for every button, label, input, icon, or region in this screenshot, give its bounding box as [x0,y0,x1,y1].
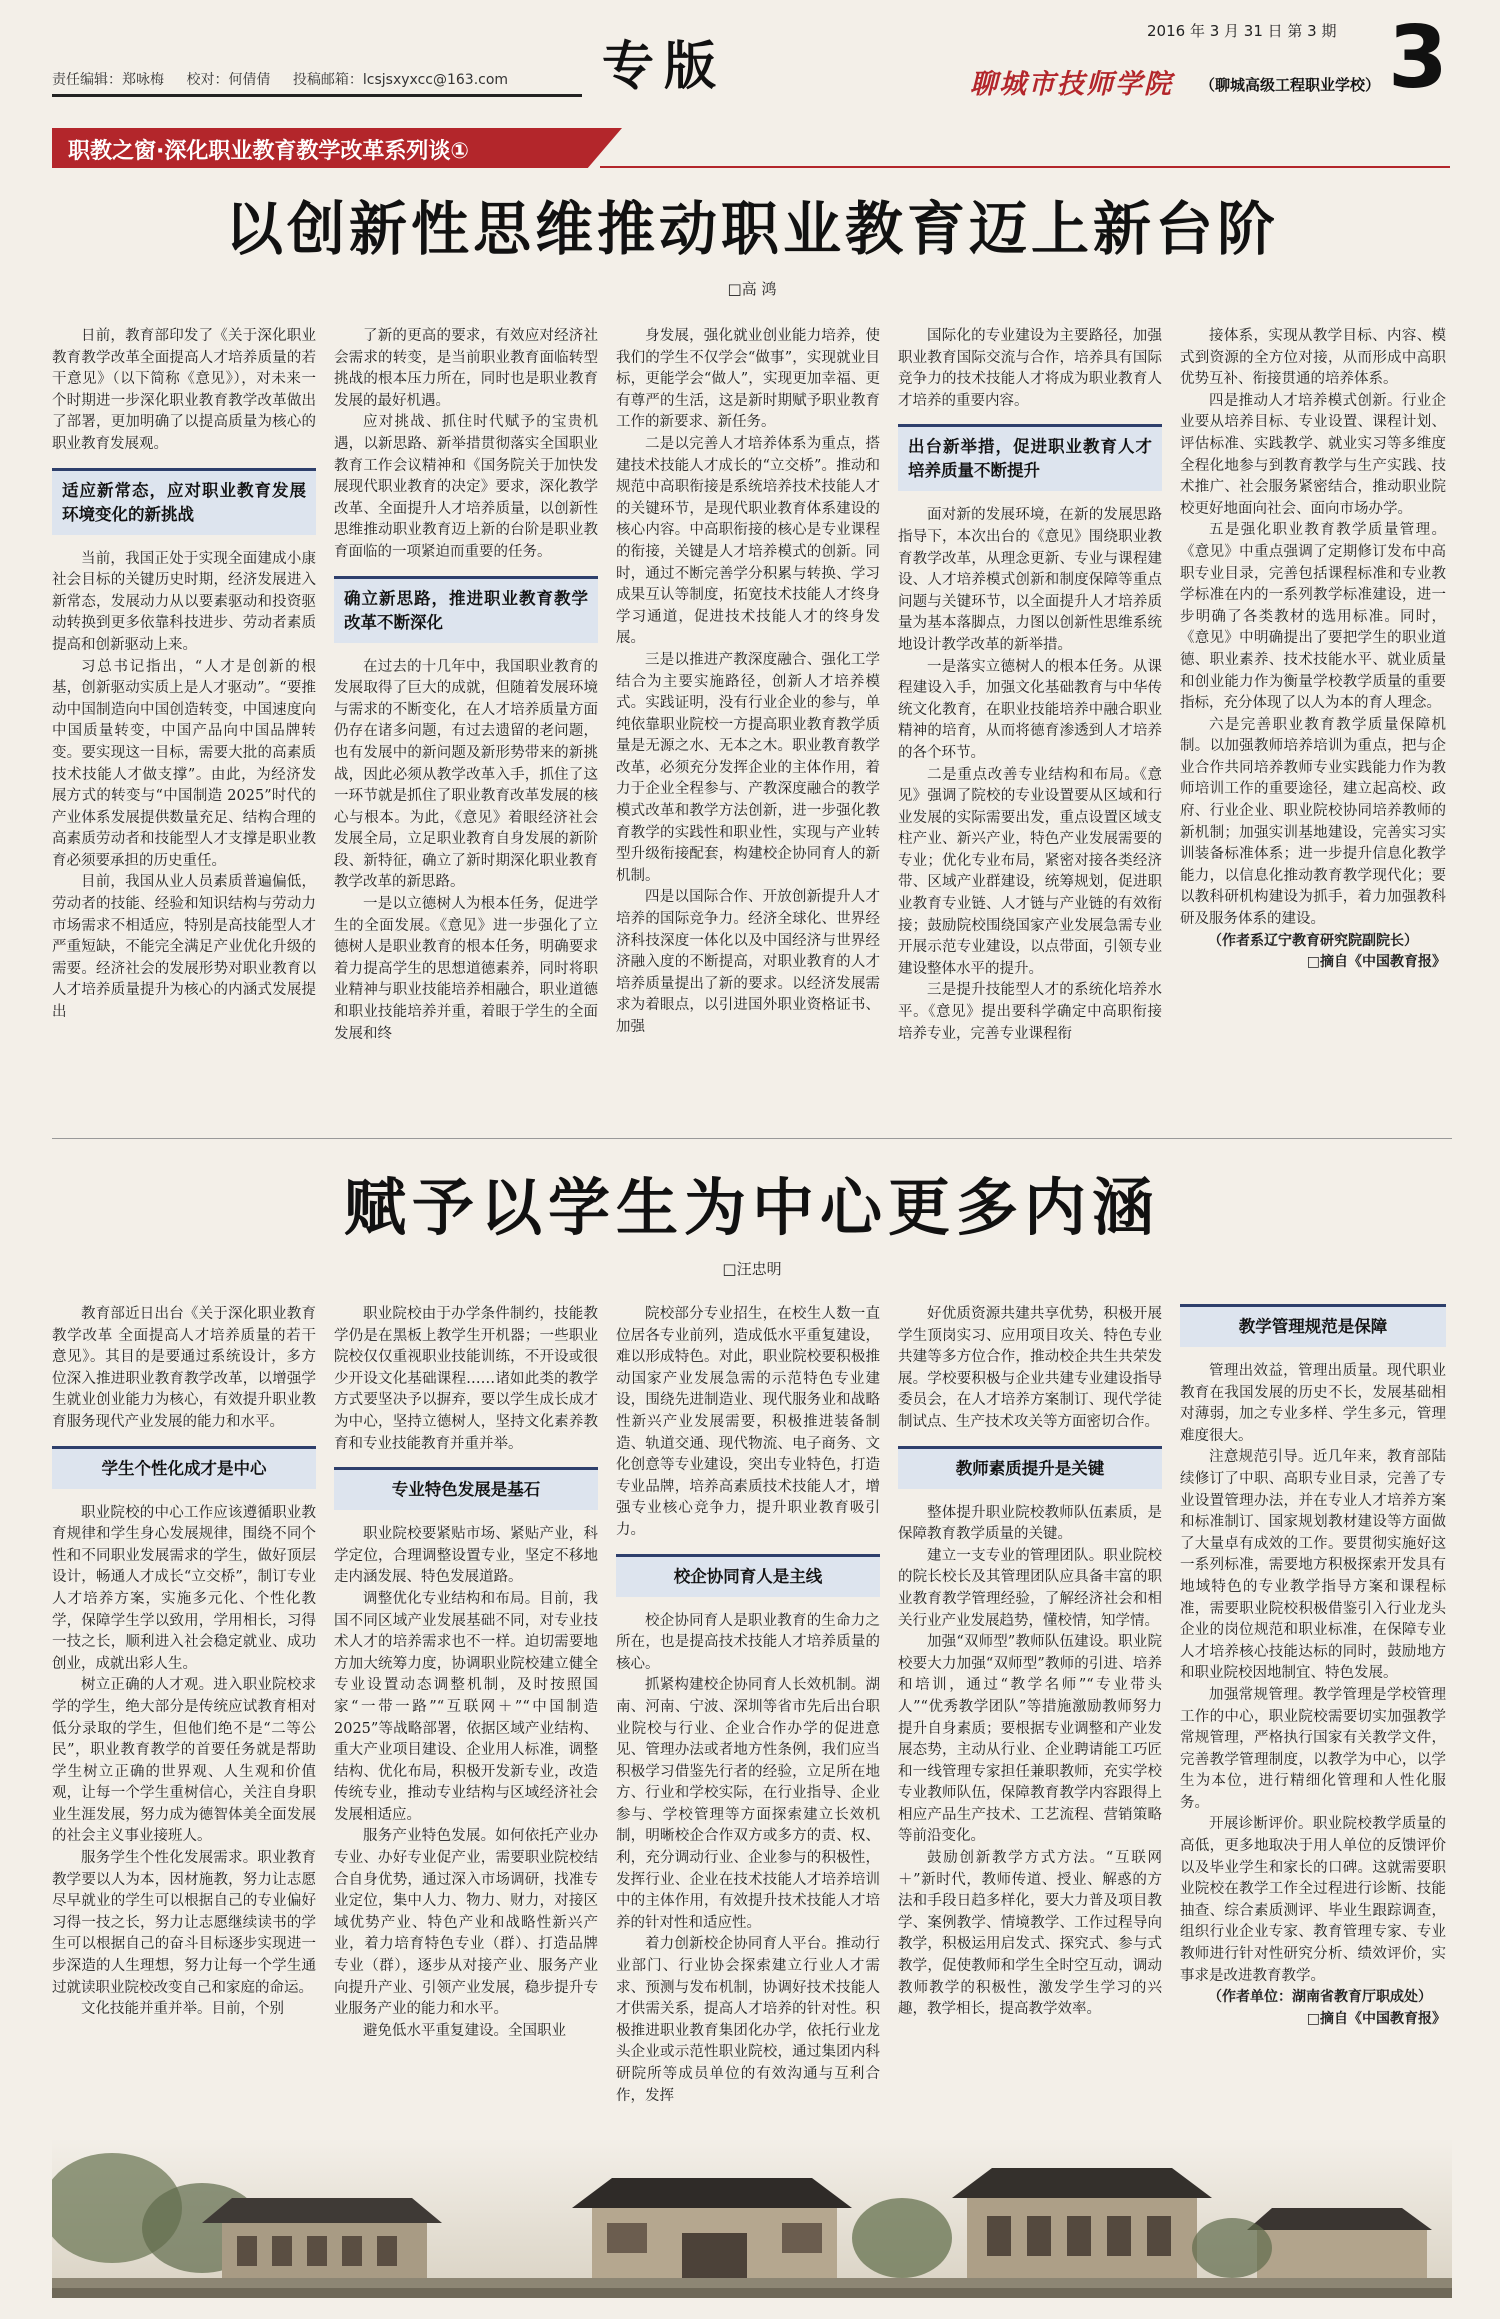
article1-headline: 以创新性思维推动职业教育迈上新台阶 [224,195,1279,263]
article2-headline: 赋予以学生为中心更多内涵 [343,1171,1160,1244]
article1-column-3 [616,326,880,1126]
series-banner-text: 职教之窗·深化职业教育教学改革系列谈① [68,139,469,164]
banner-rule [600,166,1450,168]
paragraph: 加强“双师型”教师队伍建设。职业院校要大力加强“双师型”教师的引进、培养和培训，通过“教学名师”“专业带头人”“优秀教学团队”等措施激励教师努力提升自身素质；要根据专业调整和产业发展态势，主动从行业、企业聘请能工巧匠和一线管理专家担任兼职教师，充实学校专业教师队伍，保障教育教学内容跟得上相应产品生产技术、工艺流程、营销策略等前沿变化。 [898,1634,1162,1845]
paragraph: 三是以推进产教深度融合、强化工学结合为主要实施路径，创新人才培养模式。实践证明，没有行业企业的参与，单纯依靠职业院校一方提高职业教育教学质量是无源之水、无本之木。职业教育教学改革，必须充分发挥企业的主体作用，着力于企业全程参与、产教深度融合的教学模式改革和教学方法创新，进一步强化教育教学的实践性和职业性，实现与产业转型升级衔接配套，构建校企协同育人的新机制。 [616,651,880,884]
school-logo: 聊城市技师学院 [970,69,1173,100]
article2-column-2 [334,1304,598,2134]
paragraph: 三是提升技能型人才的系统化培养水平。《意见》提出要科学确定中高职衔接培养专业，完善专业课程衔 [898,982,1162,1042]
paragraph: 四是以国际合作、开放创新提升人才培养的国际竞争力。经济全球化、世界经济科技深度一体化以及中国经济与世界经济融入度的不断提高，对职业教育的人才培养质量提出了新的要求。以经济发展需求为着眼点，以引进国外职业资格证书、加强 [616,889,880,1035]
paragraph: 鼓励创新教学方式方法。“互联网＋”新时代，教师传道、授业、解惑的方法和手段日趋多样化，要大力普及项目教学、案例教学、情境教学、工作过程导向教学，积极运用启发式、探究式、参与式教学，促使教师和学生全时空互动，调动教师教学的积极性，激发学生学习的兴趣，教学相长，提高教学效率。 [898,1850,1162,2018]
article1-byline: □高 鸿 [727,280,777,298]
paragraph: 服务产业特色发展。如何依托产业办专业、办好专业促产业，需要职业院校结合自身优势，通过深入市场调研，找准专业定位，集中人力、物力、财力，对接区域优势产业、特色产业和战略性新兴产业，着力培育特色专业（群）、打造品牌专业（群），逐步从对接产业、服务产业向提升产业、引领产业发展，稳步提升专业服务产业的能力和水平。 [334,1828,598,2018]
paragraph: 身发展，强化就业创业能力培养，使我们的学生不仅学会“做事”，实现就业目标，更能学会“做人”，实现更加幸福、更有尊严的生活，这是新时期赋予职业教育工作的新要求、新任务。 [616,328,880,431]
subheading: 学生个性化成才是中心 [52,1446,316,1489]
paragraph: 六是完善职业教育教学质量保障机制。以加强教师培养培训为重点，把与企业合作共同培养教师专业实践能力作为教师培训工作的重要途径，建立起高校、政府、行业企业、职业院校协同培养教师的新机制；加强实训基地建设，完善实习实训装备标准体系；进一步提升信息化教学能力，以信息化推动教育教学现代化；要以教科研机构建设为抓手，着力加强教科研及服务体系的建设。 [1180,716,1446,928]
page-header [52,8,1452,108]
paragraph: 校企协同育人是职业教育的生命力之所在，也是提高技术技能人才培养质量的核心。 [616,1612,880,1672]
campus-buildings-illustration [52,2138,1452,2298]
paragraph: 抓紧构建校企协同育人长效机制。湖南、河南、宁波、深圳等省市先后出台职业院校与行业、企业合作办学的促进意见、管理办法或者地方性条例，我们应当积极学习借鉴先行者的经验，立足所在地方、行业和学校实际，在行业指导、企业参与、学校管理等方面探索建立长效机制，明晰校企合作双方或多方的责、权、利，充分调动行业、企业参与的积极性，发挥行业、企业在技术技能人才培养培训中的主体作用，有效提升技术技能人才培养的针对性和适应性。 [616,1677,880,1931]
school-subtitle: （聊城高级工程职业学校） [1200,76,1381,94]
article2-column-4 [898,1304,1162,2134]
editorial-info [52,69,526,89]
paragraph: 五是强化职业教育教学质量管理。《意见》中重点强调了定期修订发布中高职专业目录，完善包括课程标准和专业教学标准在内的一系列教学标准建设，进一步明确了各类教材的选用标准。同时，《意见》中明确提出了要把学生的职业道德、职业素养、技术技能水平、就业质量和创业能力作为衡量学校教学质量的重要指标，充分体现了以人为本的育人理念。 [1180,522,1446,712]
subheading: 专业特色发展是基石 [334,1467,598,1510]
paragraph: 一是落实立德树人的根本任务。从课程建设入手，加强文化基础教育与中华传统文化教育，在职业技能培养中融合职业精神的培育，从而将德育渗透到人才培养的各个环节。 [898,658,1162,761]
subheading: 确立新思路，推进职业教育教学改革不断深化 [334,576,598,643]
paragraph: 四是推动人才培养模式创新。行业企业要从培养目标、专业设置、课程计划、评估标准、实践教学、就业实习等多维度全程化地参与到教育教学与生产实践、技术推广、社会服务紧密结合，推动职业院校更好地面向社会、面向市场办学。 [1180,392,1446,517]
article1-column-4 [898,326,1162,1126]
paragraph: 接体系，实现从教学目标、内容、模式到资源的全方位对接，从而形成中高职优势互补、衔接贯通的培养体系。 [1180,328,1446,388]
paragraph: 日前，教育部印发了《关于深化职业教育教学改革全面提高人才培养质量的若干意见》（以下简称《意见》），对未来一个时期进一步深化职业教育教学改革做出了部署，更加明确了以提高质量为核心的职业教育发展观。 [52,328,316,452]
paragraph: 当前，我国正处于实现全面建成小康社会目标的关键历史时期，经济发展进入新常态，发展动力从以要素驱动和投资驱动转换到更多依靠科技进步、劳动者素质提高和创新驱动上来。 [52,550,316,653]
article1-column-5 [1180,326,1446,1126]
page-number: 3 [1388,8,1448,108]
article2-byline: □汪忠明 [722,1260,782,1278]
email-label: 投稿邮箱：lcsjsxyxcc@163.com [292,72,509,88]
source-note: □摘自《中国教育报》 [1306,2010,1446,2027]
paragraph: 院校部分专业招生，在校生人数一直位居各专业前列，造成低水平重复建设，难以形成特色。对此，职业院校要积极推动国家产业发展急需的示范特色专业建设，围绕先进制造业、现代服务业和战略性新兴产业发展需要，积极推进装备制造、轨道交通、现代物流、电子商务、文化创意等专业建设，突出专业特色，打造专业品牌，培养高素质技术技能人才，增强专业核心竞争力，提升职业教育吸引力。 [616,1306,880,1538]
subheading: 适应新常态，应对职业教育发展环境变化的新挑战 [52,468,316,535]
article-separator [52,1138,1452,1139]
subheading: 校企协同育人是主线 [616,1554,880,1597]
paragraph: 注意规范引导。近几年来，教育部陆续修订了中职、高职专业目录，完善了专业设置管理办法，并在专业人才培养方案和标准制订、国家规划教材建设等方面做了大量卓有成效的工作。要贯彻实施好这一系列标准，需要地方积极探索开发具有地域特色的专业教学指导方案和课程标准，需要职业院校积极借鉴引入行业龙头企业的岗位规范和职业标准，在保障专业人才培养核心技能达标的同时，鼓励地方和职业院校因地制宜、特色发展。 [1180,1449,1446,1682]
paragraph: 面对新的发展环境，在新的发展思路指导下，本次出台的《意见》围绕职业教育教学改革，从理念更新、专业与课程建设、人才培养模式创新和制度保障等重点问题与关键环节，以全面提升人才培养质量为基本落脚点，力图以创新性思维系统地设计教学改革的新举措。 [898,507,1162,653]
paragraph: 建立一支专业的管理团队。职业院校的院长校长及其管理团队应具备丰富的职业教育教学管理经验，了解经济社会和相关行业产业发展趋势，懂校情，知学情。 [898,1547,1162,1629]
subheading: 教学管理规范是保障 [1180,1304,1446,1347]
paragraph: 职业院校要紧贴市场、紧贴产业，科学定位，合理调整设置专业，坚定不移地走内涵发展、特色发展道路。 [334,1526,598,1586]
paragraph: 国际化的专业建设为主要路径，加强职业教育国际交流与合作，培养具有国际竞争力的技术技能人才将成为职业教育人才培养的重要内容。 [898,328,1162,409]
subheading: 出台新举措，促进职业教育人才培养质量不断提升 [898,424,1162,491]
paragraph: 职业院校由于办学条件制约，技能教学仍是在黑板上教学生开机器；一些职业院校仅仅重视职业技能训练，不开设或很少开设文化基础课程……诸如此类的教学方式要坚决予以摒弃，要以学生成长成才为中心，坚持立德树人，坚持文化素养教育和专业技能教育并重并举。 [334,1306,598,1452]
source-note: □摘自《中国教育报》 [1306,954,1446,971]
subheading: 教师素质提升是关键 [898,1446,1162,1489]
paragraph: 加强常规管理。教学管理是学校管理工作的中心，职业院校需要切实加强教学常规管理，严格执行国家有关教学文件，完善教学管理制度，以教学为中心，以学生为本位，进行精细化管理和人性化服务。 [1180,1686,1446,1811]
paragraph: 着力创新校企协同育人平台。推动行业部门、行业协会探索建立行业人才需求、预测与发布机制，协调好技术技能人才供需关系，提高人才培养的针对性。积极推进职业教育集团化办学，依托行业龙头企业或示范性职业院校，通过集团内科研院所等成员单位的有效沟通与互利合作，发挥 [616,1936,880,2104]
paragraph: 一是以立德树人为根本任务，促进学生的全面发展。《意见》进一步强化了立德树人是职业教育的根本任务，明确要求着力提高学生的思想道德素养，同时将职业精神与职业技能培养相融合，职业道德和职业技能培养并重，着眼于学生的全面发展和终 [334,896,598,1042]
author-note: （作者单位：湖南省教育厅职成处） [1208,1989,1432,2006]
paragraph: 服务学生个性化发展需求。职业教育教学要以人为本，因材施教，努力让志愿尽早就业的学生可以根据自己的专业偏好习得一技之长，努力让志愿继续读书的学生可以根据自己的奋斗目标逐步实现进一步深造的人生理想，努力让每一个学生通过就读职业院校改变自己和家庭的命运。 [52,1850,316,1996]
paragraph: 了新的更高的要求，有效应对经济社会需求的转变，是当前职业教育面临转型挑战的根本压力所在，同时也是职业教育发展的最好机遇。 [334,328,598,409]
paragraph: 在过去的十几年中，我国职业教育的发展取得了巨大的成就，但随着发展环境与需求的不断变化，在人才培养质量方面仍存在诸多问题，有过去遗留的老问题，也有发展中的新问题及新形势带来的新挑战，因此必须从教学改革入手，抓住了这一环节就是抓住了职业教育改革发展的核心与根本。为此，《意见》着眼经济社会发展全局，立足职业教育自身发展的新阶段、新特征，确立了新时期深化职业教育教学改革的新思路。 [334,658,598,891]
proof-label: 校对：何倩倩 [186,72,271,88]
paragraph: 教育部近日出台《关于深化职业教育教学改革 全面提高人才培养质量的若干意见》。其目的是要通过系统设计，多方位深入推进职业教育教学改革，以增强学生就业创业能力为核心，有效提升职业教育服务现代产业发展的能力和水平。 [52,1306,316,1430]
article2-column-1 [52,1304,316,2134]
paragraph: 二是以完善人才培养体系为重点，搭建技术技能人才成长的“立交桥”。推动和规范中高职衔接是系统培养技术技能人才的关键环节，是现代职业教育体系建设的核心内容。中高职衔接的核心是专业课程的衔接，关键是人才培养模式的创新。同时，通过不断完善学分积累与转换、学习成果互认等制度，拓宽技术技能人才终身学习通道，促进技术技能人才的终身发展。 [616,435,880,647]
article2-column-5 [1180,1304,1446,2134]
paragraph: 目前，我国从业人员素质普遍偏低，劳动者的技能、经验和知识结构与劳动力市场需求不相适应，特别是高技能型人才严重短缺，不能完全满足产业优化升级的需要。经济社会的发展形势对职业教育以人才培养质量提升为核心的内涵式发展提出 [52,874,316,1021]
issue-date: 2016 年 3 月 31 日 第 3 期 [1147,22,1337,40]
paragraph: 好优质资源共建共享优势，积极开展学生顶岗实习、应用项目攻关、特色专业共建等多方位合作，推动校企共生共荣发展。学校要积极与企业共建专业建设指导委员会，在人才培养方案制订、现代学徒制试点、生产技术攻关等方面密切合作。 [898,1306,1162,1430]
paragraph: 习总书记指出，“人才是创新的根基，创新驱动实质上是人才驱动”。“要推动中国制造向中国创造转变，中国速度向中国质量转变，中国产品向中国品牌转变。要实现这一目标，需要大批的高素质技术技能人才做支撑”。由此，为经济发展方式的转变与“中国制造 2025”时代的产业体系发展提供数量充足、结构合理的高素质劳动者和技能型人才支撑是职业教育必须要承担的历史重任。 [52,658,316,869]
article1-column-2 [334,326,598,1126]
paragraph: 开展诊断评价。职业院校教学质量的高低，更多地取决于用人单位的反馈评价以及毕业学生和家长的口碑。这就需要职业院校在教学工作全过程进行诊断、技能抽查、综合素质测评、毕业生跟踪调查，组织行业企业专家、教育管理专家、专业教师进行针对性研究分析、绩效评价，实事求是改进教育教学。 [1180,1816,1446,1984]
article2-column-3 [616,1304,880,2134]
paragraph: 职业院校的中心工作应该遵循职业教育规律和学生身心发展规律，围绕不同个性和不同职业发展需求的学生，做好顶层设计，畅通人才成长“立交桥”，制订专业人才培养方案，实施多元化、个性化教学，保障学生学以致用，学用相长，习得一技之长，顺利进入社会稳定就业、成功创业，成就出彩人生。 [52,1504,316,1672]
paragraph: 应对挑战、抓住时代赋予的宝贵机遇，以新思路、新举措贯彻落实全国职业教育工作会议精神和《国务院关于加快发展现代职业教育的决定》要求，深化教学改革、全面提升人才培养质量，以创新性思维推动职业教育迈上新的台阶是职业教育面临的一项紧迫而重要的任务。 [334,414,598,560]
header-rule-left [52,94,582,97]
article1-column-1 [52,326,316,1126]
paragraph: 树立正确的人才观。进入职业院校求学的学生，绝大部分是传统应试教育相对低分录取的学生，但他们绝不是“二等公民”，职业教育教学的首要任务就是帮助学生树立正确的世界观、人生观和价值观，让每一个学生重树信心，关注自身职业生涯发展，努力成为德智体美全面发展的社会主义事业接班人。 [52,1677,316,1845]
paragraph: 调整优化专业结构和布局。目前，我国不同区域产业发展基础不同，对专业技术人才的培养需求也不一样。迫切需要地方加大统筹力度，协调职业院校建立健全专业设置动态调整机制，及时按照国家“一带一路”“互联网＋”“中国制造 2025”等战略部署，依据区域产业结构、重大产业项目建设、企业用人标准，调整结构、优化布局，积极开发新专业，改造传统专业，推动专业结构与区域经济社会发展相适应。 [334,1590,598,1823]
paragraph: 避免低水平重复建设。全国职业 [363,2022,566,2039]
section-title: 专版 [602,36,727,97]
author-note: （作者系辽宁教育研究院副院长） [1208,932,1418,949]
paragraph: 管理出效益，管理出质量。现代职业教育在我国发展的历史不长，发展基础相对薄弱，加之专业多样、学生多元，管理难度很大。 [1180,1363,1446,1444]
paragraph: 文化技能并重并举。目前，个别 [81,2001,284,2018]
paragraph: 二是重点改善专业结构和布局。《意见》强调了院校的专业设置要从区域和行业发展的实际需要出发，重点设置区域支柱产业、新兴产业，特色产业发展需要的专业；优化专业布局，紧密对接各类经济带、区域产业群建设，统筹规划，促进职业教育专业链、人才链与产业链的有效衔接；鼓励院校围绕国家产业发展急需专业开展示范专业建设，以点带面，引领专业建设整体水平的提升。 [898,766,1162,977]
paragraph: 整体提升职业院校教师队伍素质，是保障教育教学质量的关键。 [898,1504,1162,1543]
editor-label: 责任编辑：郑咏梅 [52,72,164,88]
